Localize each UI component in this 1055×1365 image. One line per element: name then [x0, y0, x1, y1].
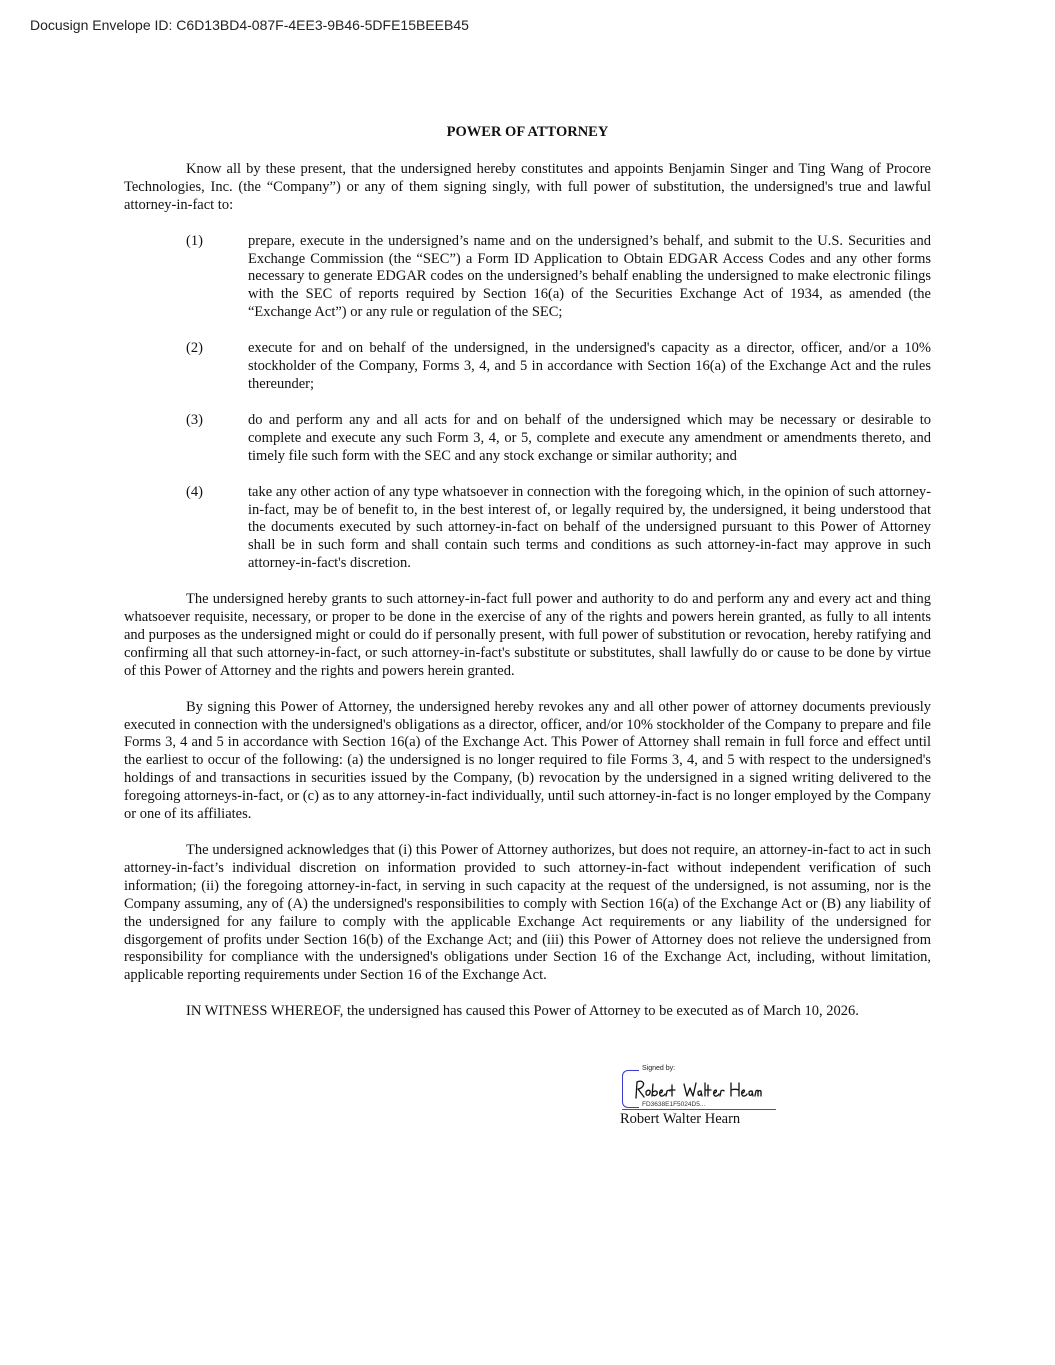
signature-block	[620, 1065, 780, 1127]
list-item-number: (1)	[186, 232, 203, 249]
list-item	[124, 412, 931, 466]
document-title: POWER OF ATTORNEY	[446, 124, 609, 140]
list-item-number: (4)	[186, 483, 203, 500]
revocation-paragraph: By signing this Power of Attorney, the undersigned hereby revokes any and all other power of attorney documents previously executed in connection with the undersigned's obligations as a director, officer, and/or 10% stockholder of the Company to prepare and file Forms 3, 4 and 5 in accordance with Section 16(a) of the Exchange Act. This Power of Attorney shall remain in full force and effect until the earliest to occur of the following: (a) the undersigned is no longer required to file Forms 3, 4, and 5 with respect to the undersigned's holdings of and transactions in securities issued by the Company, (b) revocation by the undersigned in a signed writing delivered to the foregoing attorneys-in-fact, or (c) as to any attorney-in-fact individually, until such attorney-in-fact is no longer employed by the Company or one of its affiliates.	[124, 698, 931, 823]
handwritten-signature	[632, 1076, 762, 1102]
list-item	[124, 233, 931, 323]
list-item-text: do and perform any and all acts for and on behalf of the undersigned which may be necessary or desirable to complete and execute any such Form 3, 4, or 5, complete and execute any amendment or amendments thereto, and timely file such form with the SEC and any stock exchange or similar authority; and	[248, 411, 931, 464]
signed-by-label: Signed by:	[642, 1065, 676, 1072]
document-body	[124, 124, 931, 1021]
grant-paragraph: The undersigned hereby grants to such attorney-in-fact full power and authority to do and perform any and every act and thing whatsoever requisite, necessary, or proper to be done in the exercise of any of the rights and powers herein granted, as fully to all intents and purposes as the undersigned might or could do if personally present, with full power of substitution or revocation, hereby ratifying and confirming all that such attorney-in-fact, or such attorney-in-fact's substitute or substitutes, shall lawfully do or cause to be done by virtue of this Power of Attorney and the rights and powers herein granted.	[124, 591, 931, 679]
witness-statement: IN WITNESS WHEREOF, the undersigned has caused this Power of Attorney to be executed as of March 10, 2026.	[186, 1003, 859, 1020]
docusign-envelope-id: Docusign Envelope ID: C6D13BD4-087F-4EE3-9B46-5DFE15BEEB45	[30, 17, 469, 33]
powers-list	[124, 233, 931, 574]
list-item-text: execute for and on behalf of the undersigned, in the undersigned's capacity as a director, officer, and/or a 10% stockholder of the Company, Forms 3, 4, and 5 in accordance with Section 16(a) of the Exchange Act and the rules thereunder;	[248, 340, 931, 392]
list-item-text: prepare, execute in the undersigned’s name and on the undersigned’s behalf, and submit to the U.S. Securities and Exchange Commission (the “SEC”) a Form ID Application to Obtain EDGAR Access Codes and any other forms necessary to generate EDGAR codes on the undersigned’s behalf enabling the undersigned to make electronic filings with the SEC of reports required by Section 16(a) of the Securities Exchange Act of 1934, as amended (the “Exchange Act”) or any rule or regulation of the SEC;	[248, 232, 931, 321]
signature-id: FD3638E1F5024D5...	[642, 1101, 706, 1108]
list-item-text: take any other action of any type whatsoever in connection with the foregoing which, in the opinion of such attorney-in-fact, may be of benefit to, in the best interest of, or legally required by, the undersigned, it being understood that the documents executed by such attorney-in-fact on behalf of the undersigned pursuant to this Power of Attorney shall be in such form and shall contain such terms and conditions as such attorney-in-fact may approve in such attorney-in-fact's discretion.	[248, 483, 931, 572]
intro-paragraph: Know all by these present, that the undersigned hereby constitutes and appoints Benjamin Singer and Ting Wang of Procore Technologies, Inc. (the “Company”) or any of them signing singly, with full power of substitution, the undersigned's true and lawful attorney-in-fact to:	[124, 160, 931, 213]
list-item-number: (2)	[186, 340, 203, 357]
list-item-number: (3)	[186, 411, 203, 428]
list-item	[124, 340, 931, 394]
signature-line	[622, 1109, 776, 1110]
list-item	[124, 484, 931, 574]
signer-name: Robert Walter Hearn	[620, 1111, 741, 1127]
docusign-signature-box	[620, 1066, 780, 1110]
acknowledgment-paragraph: The undersigned acknowledges that (i) this Power of Attorney authorizes, but does not require, an attorney-in-fact to act in such attorney-in-fact’s individual discretion on information provided to such attorney-in-fact without independent verification of such information; (ii) the foregoing attorney-in-fact, in serving in such capacity at the request of the undersigned, is not assuming, nor is the Company assuming, any of (A) the undersigned's responsibilities to comply with Section 16(a) of the Exchange Act or (B) any liability of the undersigned for any failure to comply with the applicable Exchange Act requirements or any liability of the undersigned for disgorgement of profits under Section 16(b) of the Exchange Act; and (iii) this Power of Attorney does not relieve the undersigned from responsibility for compliance with the undersigned's obligations under Section 16 of the Exchange Act, including, without limitation, applicable reporting requirements under Section 16 of the Exchange Act.	[124, 842, 931, 984]
